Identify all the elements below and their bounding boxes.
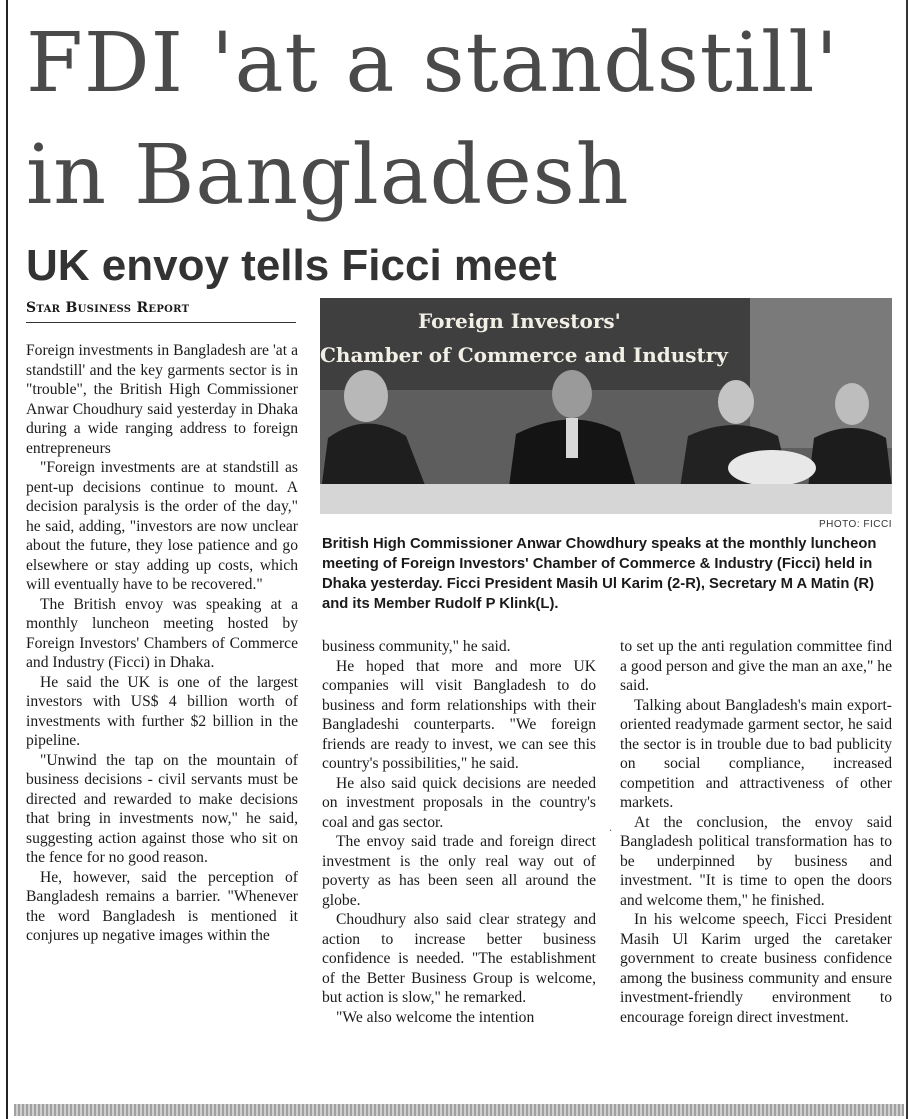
news-photo xyxy=(320,298,892,514)
headline-line-2: in Bangladesh xyxy=(26,128,630,223)
paragraph: In his welcome speech, Ficci President Masih Ul Karim urged the caretaker government to create business confidence among the business community and ensure investment-friendly environment to encourage foreign direct investment. xyxy=(620,911,892,1026)
paragraph: Foreign investments in Bangladesh are 'at a standstill' and the key garments sector is in "trouble", the British High Commissioner Anwar Choudhury said yesterday in Dhaka during a wide ranging address to foreign entrepreneurs xyxy=(26,342,298,457)
paragraph: "Foreign investments are at standstill as pent-up decisions continue to mount. A decision paralysis is the order of the day," he said, adding, "investors are now unclear about the future, they lose patience and go elsewhere or stay adding up costs, which will eventually have to be recovered." xyxy=(26,459,298,593)
paragraph: business community," he said. xyxy=(322,638,511,655)
photo-banner-line-2: Chamber of Commerce and Industry xyxy=(320,343,728,367)
paragraph: to set up the anti regulation committee find a good person and give the man an axe," he said. xyxy=(620,638,892,694)
article-column-1 xyxy=(26,341,298,946)
paragraph: He also said quick decisions are needed on investment proposals in the country's coal and gas sector. xyxy=(322,774,596,831)
paragraph: He hoped that more and more UK companies will visit Bangladesh to do business and form relationships with their Bangladeshi counterparts. "We foreign friends are ready to invest, we can see this country's possibilities," he said. xyxy=(322,657,596,772)
speaker-head xyxy=(552,370,592,418)
byline-text: Star Business Report xyxy=(26,300,190,316)
paragraph: "We also welcome the intention xyxy=(336,1008,535,1026)
subheadline: UK envoy tells Ficci meet xyxy=(26,241,557,290)
paragraph: Talking about Bangladesh's main export-oriented readymade garment sector, he said the sector is in trouble due to bad publicity on social compliance, increased competition and attractiveness of other markets. xyxy=(620,696,892,811)
article-column-2 xyxy=(322,637,596,1027)
photo-credit: PHOTO: FICCI xyxy=(818,519,892,530)
next-article-edge xyxy=(14,1104,904,1116)
page-border-left xyxy=(6,0,8,1119)
paragraph: At the conclusion, the envoy said Bangladesh political transformation has to be underpinned by business and investment. "It is time to open the doors and welcome them," he finished. xyxy=(620,813,892,909)
headline-line-1: FDI 'at a standstill' xyxy=(26,16,839,111)
photo-illustration xyxy=(320,298,892,514)
photo-caption: British High Commissioner Anwar Chowdhury speaks at the monthly luncheon meeting of Foreign Investors' Chamber of Commerce & Industry (Ficci) held in Dhaka yesterday. Ficci President Masih Ul Karim (2-R), Secretary M A Matin (R) and its Member Rudolf P Klink(L). xyxy=(322,536,877,612)
paragraph: Choudhury also said clear strategy and action to increase better business confidence is needed. "The establishment of the Better Business Group is welcome, but action is slow," he remarked. xyxy=(322,911,596,1006)
flower-arrangement xyxy=(728,450,816,486)
person-right-head xyxy=(835,383,869,425)
paragraph: He, however, said the perception of Bangladesh remains a barrier. "Whenever the word Bangladesh is mentioned it conjures up negative images within the xyxy=(26,868,298,944)
byline xyxy=(26,300,296,323)
paragraph: The envoy said trade and foreign direct investment is the only real way out of poverty as has been seen all around the globe. xyxy=(322,833,596,909)
page-border-right xyxy=(906,0,908,1119)
head-table xyxy=(320,484,892,514)
speaker-shirt xyxy=(566,418,578,458)
print-speck: · xyxy=(609,826,613,837)
paragraph: The British envoy was speaking at a monthly luncheon meeting hosted by Foreign Investors' Chambers of Commerce and Industry (Ficci) in Dhaka. xyxy=(26,595,298,671)
person-center-right-head xyxy=(718,380,754,424)
article-column-3 xyxy=(620,637,892,1027)
paragraph: He said the UK is one of the largest investors with US$ 4 billion worth of investments with further $2 billion in the pipeline. xyxy=(26,673,298,749)
headline xyxy=(26,8,906,232)
paragraph: "Unwind the tap on the mountain of business decisions - civil servants must be directed and rewarded to make decisions that bring in investments now," he said, suggesting action against those who sit on the fence for no good reason. xyxy=(26,751,298,866)
curtain xyxy=(750,298,892,448)
person-left-head xyxy=(344,370,388,422)
photo-banner-line-1: Foreign Investors' xyxy=(418,309,621,333)
person-right-body xyxy=(808,428,892,488)
